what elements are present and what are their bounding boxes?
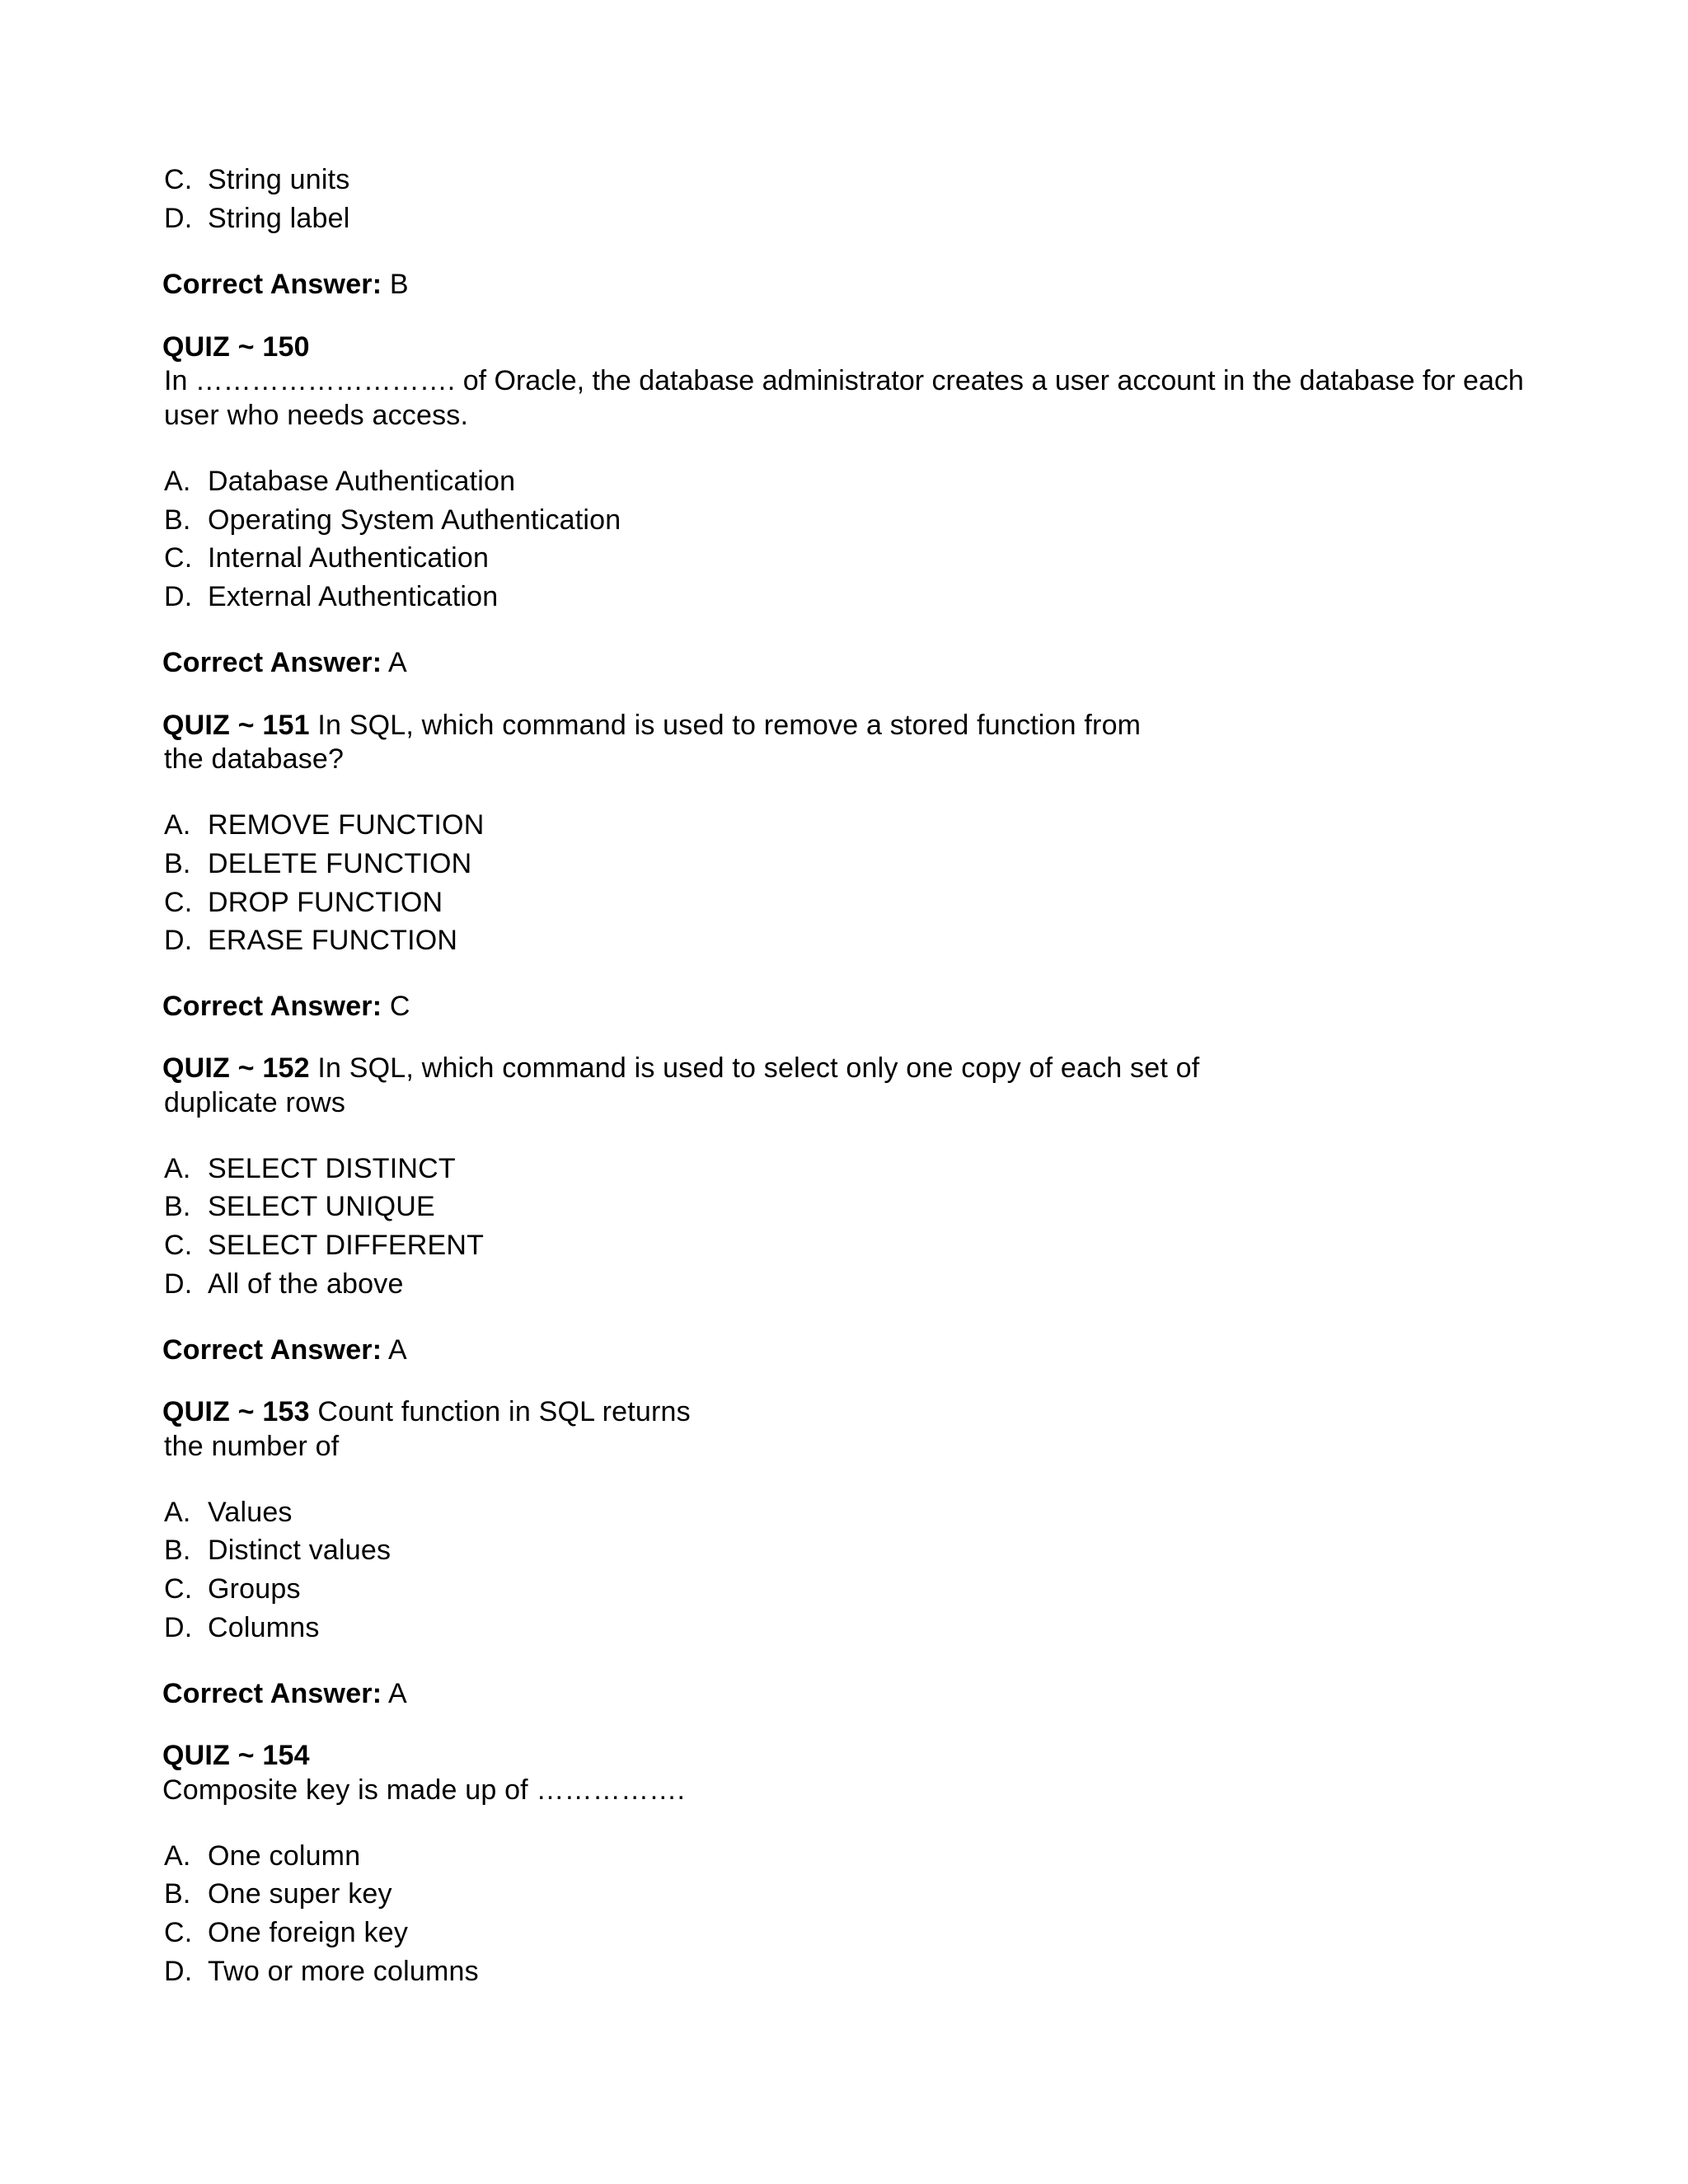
answer-value: C [389, 991, 410, 1022]
option-letter: C. [164, 1230, 193, 1261]
option-letter: A. [164, 809, 191, 841]
quiz-heading-150: QUIZ ~ 150 [162, 331, 310, 363]
option-text: Database Authentication [208, 466, 516, 497]
option-text: SELECT DISTINCT [208, 1153, 456, 1184]
answer-value: A [388, 647, 407, 678]
option-text: Internal Authentication [208, 542, 490, 574]
option-text: String label [208, 203, 350, 234]
option-letter: D. [164, 1956, 193, 1987]
continued-correct-answer [162, 268, 409, 301]
option-letter: B. [164, 1878, 191, 1910]
answer-value: A [388, 1334, 407, 1366]
option-text: REMOVE FUNCTION [208, 809, 485, 841]
quiz-151-question-line1 [162, 709, 1141, 742]
quiz-152-question-line1 [162, 1052, 1199, 1085]
option-letter: D. [164, 1268, 193, 1300]
quiz-heading-151: QUIZ ~ 151 [162, 710, 310, 741]
quiz-question-150-line1: In ………………………. of Oracle, the database administrator creates a user account in the database for each [164, 365, 1524, 396]
quiz-question-text: Count function in SQL returns [317, 1396, 691, 1427]
option-letter: D. [164, 925, 193, 956]
answer-label: Correct Answer: [162, 991, 382, 1022]
option-letter: C. [164, 542, 193, 574]
option-letter: D. [164, 1612, 193, 1643]
option-text: External Authentication [208, 581, 499, 612]
option-letter: B. [164, 504, 191, 536]
option-letter: A. [164, 1497, 191, 1528]
option-text: Groups [208, 1573, 301, 1605]
option-letter: A. [164, 1153, 191, 1184]
option-text: Columns [208, 1612, 320, 1643]
option-text: One foreign key [208, 1917, 409, 1948]
option-letter: B. [164, 1191, 191, 1222]
option-text: SELECT UNIQUE [208, 1191, 435, 1222]
option-text: ERASE FUNCTION [208, 925, 458, 956]
quiz-question-150-line2: user who needs access. [164, 400, 469, 431]
answer-label: Correct Answer: [162, 1334, 382, 1366]
option-letter: A. [164, 466, 191, 497]
option-letter: C. [164, 164, 193, 195]
option-text: Operating System Authentication [208, 504, 621, 536]
answer-label: Correct Answer: [162, 1678, 382, 1709]
quiz-heading-153: QUIZ ~ 153 [162, 1396, 310, 1427]
option-text: One column [208, 1840, 361, 1872]
quiz-152-correct-answer [162, 1333, 407, 1366]
answer-value: B [389, 269, 409, 300]
option-letter: B. [164, 1535, 191, 1566]
option-letter: A. [164, 1840, 191, 1872]
quiz-question-152-line2: duplicate rows [164, 1087, 346, 1118]
option-letter: C. [164, 1573, 193, 1605]
answer-label: Correct Answer: [162, 269, 382, 300]
quiz-151-correct-answer [162, 990, 410, 1023]
option-letter: D. [164, 203, 193, 234]
option-letter: B. [164, 848, 191, 879]
quiz-150-correct-answer [162, 646, 407, 679]
quiz-question-151-line2: the database? [164, 743, 345, 775]
option-letter: C. [164, 1917, 193, 1948]
quiz-153-question-line1 [162, 1395, 691, 1428]
quiz-heading-154: QUIZ ~ 154 [162, 1740, 310, 1771]
option-letter: C. [164, 887, 193, 918]
option-text: All of the above [208, 1268, 404, 1300]
option-text: One super key [208, 1878, 392, 1910]
option-text: String units [208, 164, 350, 195]
option-text: Distinct values [208, 1535, 392, 1566]
quiz-question-text: In SQL, which command is used to remove a stored function from [317, 710, 1142, 741]
option-letter: D. [164, 581, 193, 612]
option-text: DROP FUNCTION [208, 887, 443, 918]
answer-value: A [388, 1678, 407, 1709]
quiz-question-text: In SQL, which command is used to select only one copy of each set of [317, 1052, 1200, 1084]
quiz-question-153-line2: the number of [164, 1431, 340, 1462]
option-text: DELETE FUNCTION [208, 848, 472, 879]
answer-label: Correct Answer: [162, 647, 382, 678]
quiz-153-correct-answer [162, 1677, 407, 1710]
option-text: SELECT DIFFERENT [208, 1230, 485, 1261]
quiz-question-154-line1: Composite key is made up of ……………. [162, 1774, 686, 1806]
option-text: Two or more columns [208, 1956, 479, 1987]
quiz-heading-152: QUIZ ~ 152 [162, 1052, 310, 1084]
option-text: Values [208, 1497, 293, 1528]
